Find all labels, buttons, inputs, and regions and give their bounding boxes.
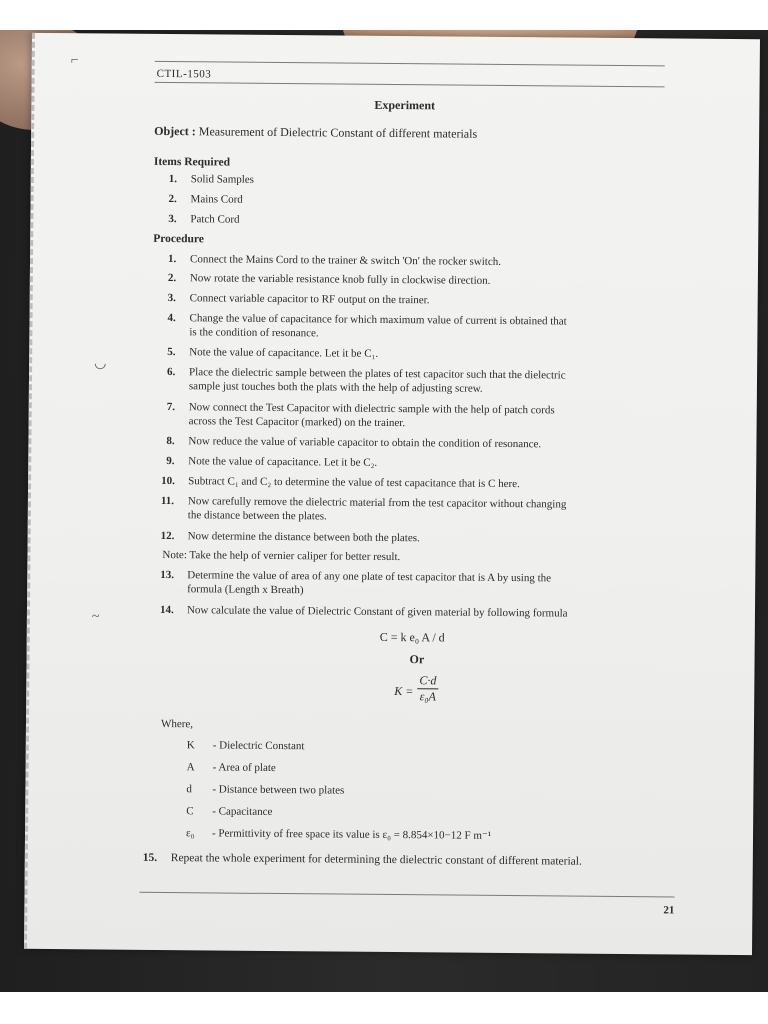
step-text: Now calculate the value of Dielectric Constant of given material by following formula (186, 604, 568, 620)
step-text: Subtract C₁ and C₂ to determine the value of test capacitance that is C here. (188, 475, 520, 491)
step-text: Change the value of capacitance for which maximum value of current is obtained that (189, 312, 567, 328)
definition-row (186, 827, 491, 843)
procedure-step (166, 455, 377, 470)
definition-row (186, 783, 344, 797)
definition-text: - Capacitance (212, 805, 273, 818)
step-text: Now rotate the variable resistance knob fully in clockwise direction. (189, 272, 491, 287)
procedure-note: Note: Take the help of vernier caliper for better result. (162, 548, 401, 564)
definition-row (187, 739, 305, 753)
formula-primary: C = k e₀ A / d (379, 629, 445, 645)
definition-symbol: C (186, 805, 194, 818)
item-text: Solid Samples (190, 173, 255, 186)
step-text: Now carefully remove the dielectric material from the test capacitor without changing (187, 495, 567, 511)
item-number: 1. (168, 173, 178, 186)
item-row (169, 193, 243, 207)
object-label: Object : (154, 123, 196, 139)
step-number: 14. (159, 603, 174, 617)
step-number: 6. (167, 366, 176, 379)
step-number: 3. (167, 292, 177, 305)
step-number: 12. (160, 529, 175, 543)
final-step (143, 852, 582, 869)
step-continuation: across the Test Capacitor (marked) on the trainer. (188, 415, 406, 430)
step-number: 5. (167, 346, 176, 359)
formula-lhs: K = (394, 684, 414, 699)
procedure-step (167, 346, 378, 361)
step-number: 4. (167, 312, 176, 325)
step-text: Place the dielectric sample between the plates of test capacitor such that the dielectric (189, 366, 566, 382)
formula-fraction (417, 673, 438, 704)
procedure-step (168, 292, 430, 307)
object-line (154, 124, 477, 142)
procedure-heading: Procedure (153, 232, 204, 246)
page-number: 21 (663, 904, 675, 917)
definition-text: - Permittivity of free space its value is ε₀ = 8.854×10−12 F m⁻¹ (211, 827, 492, 842)
procedure-step (168, 253, 501, 269)
formula-denominator: ε₀A (419, 689, 436, 704)
step-text: Now connect the Test Capacitor with dielectric sample with the help of patch cords (188, 401, 555, 417)
step-number: 8. (166, 435, 175, 448)
step-text: Now determine the distance between both the plates. (187, 530, 420, 545)
items-required-heading: Items Required (153, 155, 231, 169)
definition-row (187, 761, 276, 775)
step-text: Repeat the whole experiment for determining the dielectric constant of different material. (170, 852, 582, 868)
definition-symbol: d (186, 783, 192, 796)
definition-symbol: K (186, 739, 195, 752)
step-number: 15. (142, 851, 158, 864)
footer-rule (140, 892, 675, 898)
where-heading: Where, (160, 717, 194, 731)
document-code: CTIL-1503 (156, 67, 212, 81)
procedure-step (166, 435, 541, 451)
formula-numerator: C·d (417, 673, 438, 689)
step-number: 2. (167, 272, 177, 285)
step-number: 13. (160, 568, 175, 582)
step-number: 11. (160, 494, 175, 508)
pen-mark: ⌐ (70, 53, 79, 69)
item-number: 3. (168, 213, 177, 226)
definition-text: - Area of plate (212, 761, 276, 774)
step-continuation: formula (Length x Breath) (187, 583, 304, 597)
object-text: Measurement of Dielectric Constant of different materials (198, 124, 478, 141)
definition-text: - Distance between two plates (212, 783, 345, 797)
step-text: Note the value of capacitance. Let it be C₂. (188, 455, 378, 469)
step-continuation: sample just touches both the plats with the help of adjusting screw. (188, 380, 483, 395)
procedure-step (160, 604, 568, 621)
procedure-step (161, 530, 420, 545)
procedure-step (168, 272, 491, 288)
step-text: Determine the value of area of any one plate of test capacitor that is A by using the (187, 569, 552, 585)
photo-background (0, 30, 768, 992)
document-sheet (24, 33, 760, 955)
item-text: Mains Cord (190, 193, 243, 206)
header-rule-top (155, 61, 665, 66)
page-title: Experiment (374, 97, 436, 113)
definition-symbol: A (186, 761, 195, 774)
pen-mark: ◡ (94, 356, 107, 372)
item-number: 2. (168, 193, 177, 206)
definition-row (186, 805, 272, 819)
formula-or: Or (409, 652, 425, 667)
step-continuation: is the condition of resonance. (189, 326, 319, 340)
header-rule-bottom (155, 82, 665, 87)
procedure-step (161, 475, 520, 491)
step-number: 1. (167, 253, 177, 266)
item-row (168, 213, 239, 227)
step-text: Connect variable capacitor to RF output on the trainer. (189, 292, 430, 307)
definition-text: - Dielectric Constant (212, 739, 305, 753)
item-row (169, 173, 254, 187)
step-number: 9. (166, 455, 175, 468)
step-text: Now reduce the value of variable capacitor to obtain the condition of resonance. (188, 435, 542, 451)
step-text: Connect the Mains Cord to the trainer & switch 'On' the rocker switch. (189, 253, 502, 268)
definition-symbol: ε₀ (185, 827, 195, 840)
step-number: 10. (161, 474, 175, 488)
pen-mark: ~ (91, 609, 100, 625)
step-text: Note the value of capacitance. Let it be C₁. (189, 346, 379, 360)
step-number: 7. (166, 401, 176, 414)
step-continuation: the distance between the plates. (187, 509, 327, 523)
item-text: Patch Cord (190, 213, 240, 226)
